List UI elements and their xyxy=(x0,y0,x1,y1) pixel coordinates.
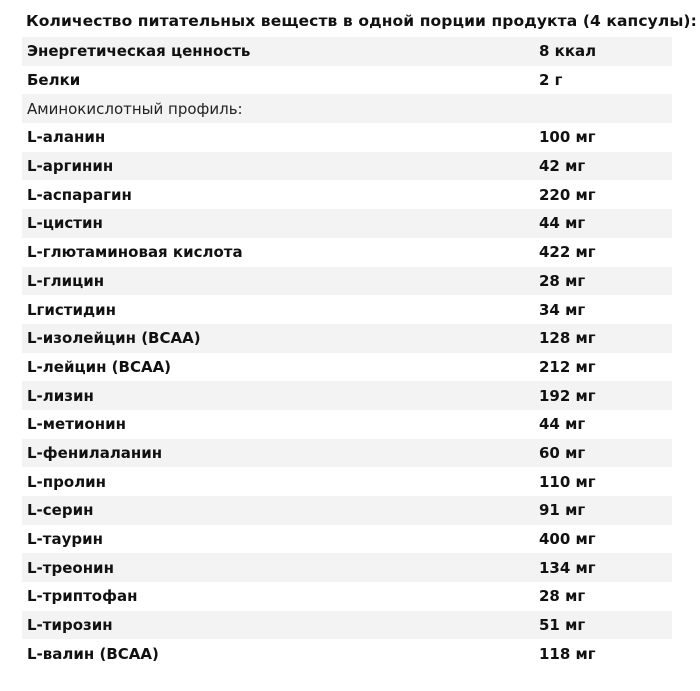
nutrient-value: 110 мг xyxy=(539,472,596,491)
nutrient-value: 91 мг xyxy=(539,501,586,520)
nutrient-name: L-фенилаланин xyxy=(27,443,163,462)
nutrient-name: Энергетическая ценность xyxy=(27,42,251,61)
nutrient-value: 192 мг xyxy=(539,386,596,405)
nutrient-name: L-глютаминовая кислота xyxy=(27,243,243,262)
nutrient-value: 100 мг xyxy=(539,128,596,147)
nutrient-name: L-триптофан xyxy=(27,587,138,606)
nutrient-name: L-цистин xyxy=(27,214,103,233)
table-row xyxy=(22,123,672,152)
nutrient-value: 128 мг xyxy=(539,329,596,348)
table-row xyxy=(22,209,672,238)
nutrient-name: L-лизин xyxy=(27,386,94,405)
table-row xyxy=(22,496,672,525)
nutrient-name: L-тирозин xyxy=(27,616,113,635)
table-row xyxy=(22,553,672,582)
table-row xyxy=(22,267,672,296)
nutrient-name: L-таурин xyxy=(27,530,103,549)
nutrient-value: 8 ккал xyxy=(539,42,597,61)
nutrient-value: 400 мг xyxy=(539,530,596,549)
nutrient-value: 34 мг xyxy=(539,300,586,319)
nutrient-value: 422 мг xyxy=(539,243,596,262)
table-row xyxy=(22,66,672,95)
table-row xyxy=(22,180,672,209)
nutrient-name: L-метионин xyxy=(27,415,126,434)
table-row xyxy=(22,152,672,181)
table-row xyxy=(22,410,672,439)
nutrient-name: Белки xyxy=(27,71,81,90)
table-row xyxy=(22,238,672,267)
table-row xyxy=(22,525,672,554)
nutrient-name: L-серин xyxy=(27,501,94,520)
table-row xyxy=(22,324,672,353)
nutrient-name: L-аргинин xyxy=(27,157,114,176)
nutrient-value: 118 мг xyxy=(539,644,596,663)
nutrient-value: 51 мг xyxy=(539,616,586,635)
table-row xyxy=(22,353,672,382)
nutrient-value: 44 мг xyxy=(539,214,586,233)
nutrient-name: L-изолейцин (BCAA) xyxy=(27,329,201,348)
nutrient-name: L-аспарагин xyxy=(27,185,132,204)
table-row xyxy=(22,582,672,611)
table-row xyxy=(22,639,672,668)
nutrient-name: L-аланин xyxy=(27,128,106,147)
nutrient-value: 60 мг xyxy=(539,443,586,462)
nutrition-table xyxy=(22,37,672,668)
nutrient-value: 44 мг xyxy=(539,415,586,434)
table-row xyxy=(22,439,672,468)
section-heading: Аминокислотный профиль: xyxy=(27,99,243,118)
table-row xyxy=(22,381,672,410)
nutrient-value: 212 мг xyxy=(539,357,596,376)
nutrient-name: L-лейцин (BCAA) xyxy=(27,357,172,376)
nutrient-value: 28 мг xyxy=(539,271,586,290)
section-header-row xyxy=(22,94,672,123)
nutrient-name: L-глицин xyxy=(27,271,105,290)
nutrient-name: Lгистидин xyxy=(27,300,116,319)
nutrient-name: L-валин (BCAA) xyxy=(27,644,159,663)
table-row xyxy=(22,295,672,324)
table-row xyxy=(22,37,672,66)
nutrient-value: 42 мг xyxy=(539,157,586,176)
nutrient-value: 134 мг xyxy=(539,558,596,577)
nutrient-name: L-пролин xyxy=(27,472,107,491)
table-row xyxy=(22,611,672,640)
nutrient-value: 2 г xyxy=(539,71,563,90)
nutrient-value: 28 мг xyxy=(539,587,586,606)
nutrition-title: Количество питательных веществ в одной порции продукта (4 капсулы): xyxy=(26,12,697,30)
nutrient-value: 220 мг xyxy=(539,185,596,204)
nutrient-name: L-треонин xyxy=(27,558,114,577)
table-row xyxy=(22,467,672,496)
